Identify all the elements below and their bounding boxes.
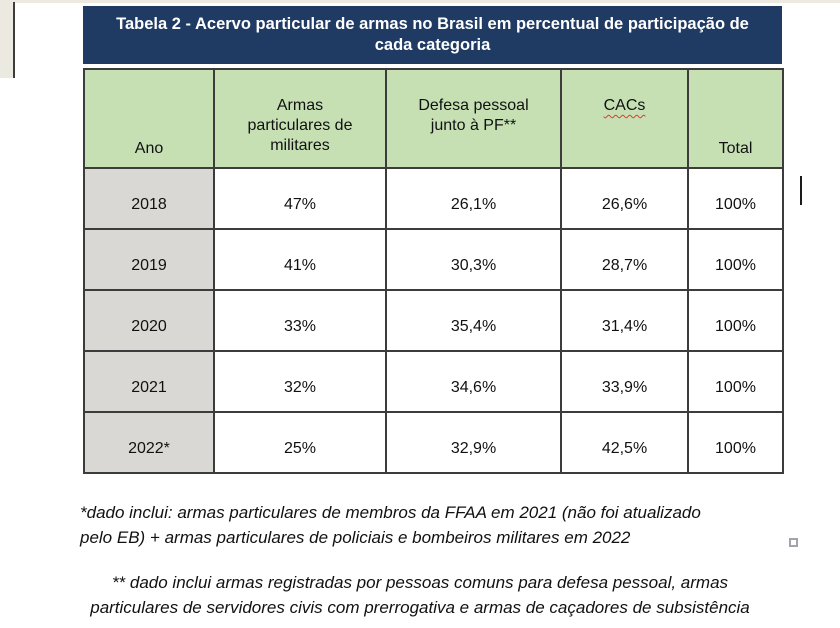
cacs-label-spellcheck: CACs — [603, 97, 646, 114]
acervo-table — [83, 68, 784, 474]
value-cell: 34,6% — [386, 351, 561, 412]
object-resize-handle[interactable] — [789, 538, 798, 547]
value-cell: 100% — [688, 229, 783, 290]
value-cell: 100% — [688, 351, 783, 412]
table-row-2019 — [84, 229, 783, 290]
header-cacs — [561, 69, 688, 168]
year-cell: 2020 — [84, 290, 214, 351]
table-row-2018 — [84, 168, 783, 229]
table-row-2020 — [84, 290, 783, 351]
value-cell: 25% — [214, 412, 386, 473]
header-ano: Ano — [84, 69, 214, 168]
table-title-line-2: cada categoria — [374, 36, 491, 54]
year-cell: 2019 — [84, 229, 214, 290]
header-total: Total — [688, 69, 783, 168]
text-cursor — [800, 176, 802, 205]
year-cell: 2022* — [84, 412, 214, 473]
header-defesa-pessoal: Defesa pessoal junto à PF** — [386, 69, 561, 168]
value-cell: 31,4% — [561, 290, 688, 351]
value-cell: 100% — [688, 168, 783, 229]
page-left-margin-strip — [0, 2, 15, 78]
page-top-edge — [0, 0, 840, 3]
header-armas-militares: Armas particulares de militares — [214, 69, 386, 168]
table-header-row — [84, 69, 783, 168]
value-cell: 26,6% — [561, 168, 688, 229]
footnote-2-line-1: ** dado inclui armas registradas por pessoas comuns para defesa pessoal, armas — [111, 573, 729, 592]
value-cell: 100% — [688, 412, 783, 473]
table-row-2022 — [84, 412, 783, 473]
value-cell: 42,5% — [561, 412, 688, 473]
value-cell: 32% — [214, 351, 386, 412]
table-title-banner — [83, 6, 782, 64]
value-cell: 28,7% — [561, 229, 688, 290]
value-cell: 33,9% — [561, 351, 688, 412]
year-cell: 2018 — [84, 168, 214, 229]
footnote-1-line-1: *dado inclui: armas particulares de membros da FFAA em 2021 (não foi atualizado — [80, 503, 701, 522]
value-cell: 33% — [214, 290, 386, 351]
value-cell: 47% — [214, 168, 386, 229]
footnote-single-asterisk — [80, 500, 790, 550]
value-cell: 35,4% — [386, 290, 561, 351]
year-cell: 2021 — [84, 351, 214, 412]
value-cell: 100% — [688, 290, 783, 351]
footnote-double-asterisk — [10, 570, 830, 620]
value-cell: 26,1% — [386, 168, 561, 229]
footnote-2-line-2: particulares de servidores civis com prerrogativa e armas de caçadores de subsistência — [90, 598, 750, 617]
footnote-1-line-2: pelo EB) + armas particulares de policiais e bombeiros militares em 2022 — [80, 528, 631, 547]
value-cell: 41% — [214, 229, 386, 290]
table-row-2021 — [84, 351, 783, 412]
value-cell: 30,3% — [386, 229, 561, 290]
table-title-line-1: Tabela 2 - Acervo particular de armas no Brasil em percentual de participação de — [116, 15, 749, 33]
value-cell: 32,9% — [386, 412, 561, 473]
